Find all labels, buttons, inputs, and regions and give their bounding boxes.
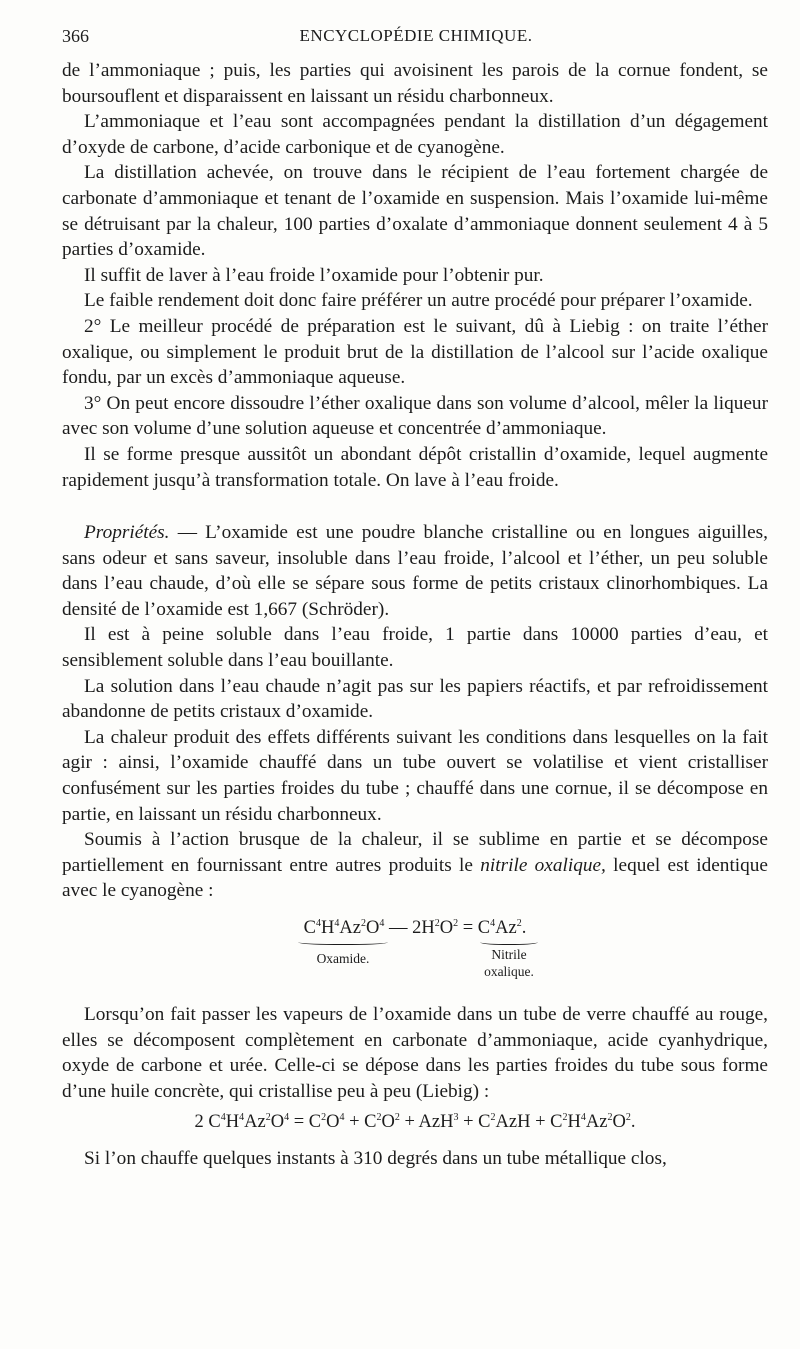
paragraph: La solution dans l’eau chaude n’agit pas sur les papiers réactifs, et par refroidissement abandonne de petits cristaux d’oxamide. xyxy=(62,675,768,723)
paragraph: 2° Le meilleur procédé de préparation est le suivant, dû à Liebig : on traite l’éther oxalique, ou simplement le produit brut de la distillation de l’alcool sur l’acide oxalique fondu, par un excès d’ammoniaque aqueuse. xyxy=(62,315,768,389)
body-text xyxy=(62,58,768,1172)
paragraph: Il suffit de laver à l’eau froide l’oxamide pour l’obtenir pur. xyxy=(84,264,544,286)
paragraph: La chaleur produit des effets différents suivant les conditions dans lesquelles on la fait agir : ainsi, l’oxamide chauffé dans un tube ouvert se volatilise et vient cristalliser confusément sur les parties froides du tube ; chauffé dans une cornue, il se décompose en partie, en laissant un résidu charbonneux. xyxy=(62,726,768,825)
paragraph: Si l’on chauffe quelques instants à 310 degrés dans un tube métallique clos, xyxy=(84,1147,667,1169)
running-title: ENCYCLOPÉDIE CHIMIQUE. xyxy=(299,26,533,45)
page-number: 366 xyxy=(62,26,89,46)
equation-decomposition: 2 $C^4H^4Az^2O^4 = C^2O^4 + C^2O^2 + AzH^3 + C^2AzH + C^2H^4Az^2O^2$. xyxy=(194,1112,636,1133)
paragraph: de l’ammoniaque ; puis, les parties qui avoisinent les parois de la cornue fondent, se boursouflent et disparaissent en laissant un résidu charbonneux. xyxy=(62,60,768,107)
equation-line: $C^4H^4Az^2O^4$ — $2H^2O^2 = C^4Az^2$. xyxy=(303,918,527,938)
paragraph-text: lequel est identique avec le cyanogène : xyxy=(62,854,768,902)
paragraph: Le faible rendement doit donc faire préférer un autre procédé pour préparer l’oxamide. xyxy=(84,290,753,312)
paragraph: L’ammoniaque et l’eau sont accompagnées pendant la distillation d’un dégagement d’oxyde de carbone, d’acide carbonique et de cyanogène. xyxy=(62,111,768,158)
page-header xyxy=(62,20,770,50)
paragraph: Il se forme presque aussitôt un abondant dépôt cristallin d’oxamide, lequel augmente rapidement jusqu’à transformation totale. On lave à l’eau froide. xyxy=(62,443,768,491)
section-heading: Propriétés. xyxy=(84,522,170,544)
paragraph: 3° On peut encore dissoudre l’éther oxalique dans son volume d’alcool, mêler la liqueur avec son volume d’une solution aqueuse et concentrée d’ammoniaque. xyxy=(62,392,768,440)
label-line: oxalique. xyxy=(484,964,534,979)
paragraph: La distillation achevée, on trouve dans le récipient de l’eau fortement chargée de carbonate d’ammoniaque et tenant de l’oxamide en suspension. Mais l’oxamide lui-même se détruisant par la chaleur, 100 parties d’oxalate d’ammoniaque donnent seulement 4 à 5 parties d’oxamide. xyxy=(62,162,768,261)
equation-nitrile xyxy=(62,916,768,988)
paragraph-properties xyxy=(62,520,768,622)
paragraph: Lorsqu’on fait passer les vapeurs de l’oxamide dans un tube de verre chauffé au rouge, elles se décomposent complètement en carbonate d’ammoniaque, acide cyanhydrique, oxyde de carbone et urée. Celle-ci se dépose dans les parties froides du tube sous forme d’une huile concrète, qui cristallise peu à peu (Liebig) : xyxy=(62,1004,768,1102)
label-line: Nitrile xyxy=(491,947,527,962)
emphasis: nitrile oxalique, xyxy=(480,854,606,876)
equation-label-nitrile xyxy=(474,946,544,980)
equation-label-oxamide: Oxamide. xyxy=(316,951,370,966)
paragraph: Il est à peine soluble dans l’eau froide, 1 partie dans 10000 parties d’eau, et sensiblement soluble dans l’eau bouillante. xyxy=(62,624,768,672)
underbrace xyxy=(298,938,388,945)
underbrace xyxy=(480,938,538,945)
paragraph-text: — L’oxamide est une poudre blanche cristalline ou en longues aiguilles, sans odeur et sans saveur, insoluble dans l’eau froide, l’alcool et l’éther, un peu soluble dans l’eau chaude, d’où elle se sépare sous forme de petits cristaux clinorhombiques. La densité de l’oxamide est 1,667 (Schröder). xyxy=(62,522,768,620)
paragraph xyxy=(62,827,768,904)
paragraph-text: Soumis à l’action brusque de la chaleur, il se sublime en partie et se décompose partiellement en fournissant entre autres produits le xyxy=(62,829,768,876)
